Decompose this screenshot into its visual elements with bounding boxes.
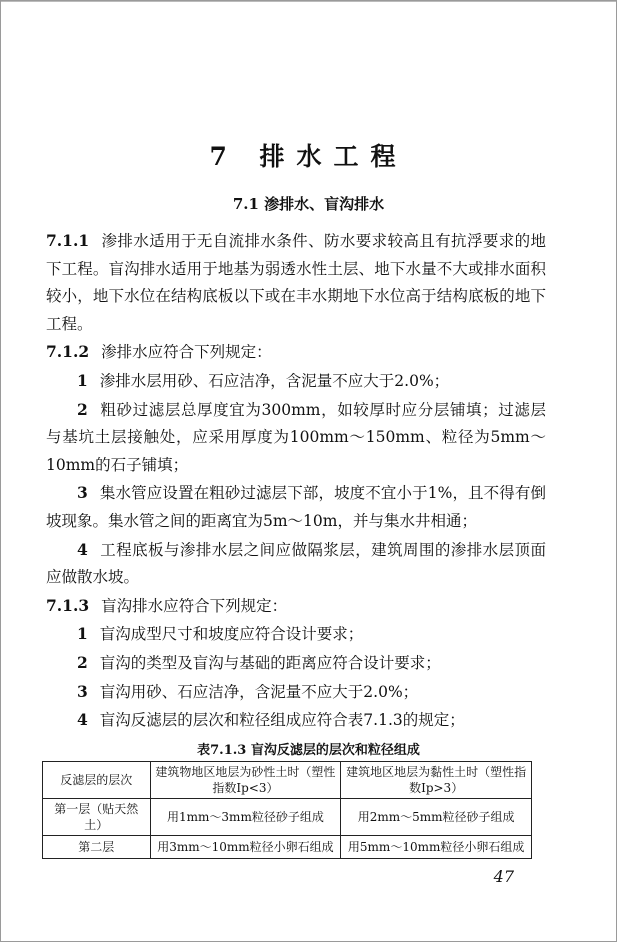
table-cell: 用2mm～5mm粒径砂子组成 — [341, 799, 532, 836]
clause-number: 7.1.1 — [46, 231, 90, 250]
item-text: 盲沟用砂、石应洁净，含泥量不应大于2.0%； — [99, 682, 419, 701]
item-text: 粗砂过滤层总厚度宜为300mm，如较厚时应分层铺填；过滤层与基坑土层接触处，应采用厚度为100mm～150mm、粒径为5mm～10mm的石子铺填； — [46, 400, 546, 474]
table-cell: 第二层 — [43, 836, 151, 859]
item-7-1-2-2 — [46, 396, 546, 480]
table-header-cell: 反滤层的层次 — [43, 762, 151, 799]
item-number: 2 — [77, 399, 88, 419]
table-header-row — [43, 762, 532, 799]
table-cell: 用1mm～3mm粒径砂子组成 — [150, 799, 341, 836]
item-7-1-3-2 — [46, 649, 546, 678]
item-text: 工程底板与渗排水层之间应做隔浆层，建筑周围的渗排水层顶面应做散水坡。 — [46, 540, 546, 587]
table-cell: 用3mm～10mm粒径小卵石组成 — [150, 836, 341, 859]
item-number: 1 — [77, 370, 88, 390]
table-header-cell: 建筑地区地层为黏性土时（塑性指数Ip>3） — [341, 762, 532, 799]
section-title: 7.1 渗排水、盲沟排水 — [232, 195, 385, 213]
item-text: 盲沟反滤层的层次和粒径组成应符合表7.1.3的规定； — [99, 711, 465, 730]
table-row — [43, 799, 532, 836]
item-number: 1 — [77, 624, 88, 644]
page-number: 47 — [493, 867, 514, 886]
item-text: 盲沟成型尺寸和坡度应符合设计要求； — [99, 625, 364, 644]
clause-7-1-2 — [46, 338, 546, 367]
table-caption: 表7.1.3 盲沟反滤层的层次和粒径组成 — [197, 743, 420, 758]
item-7-1-2-3 — [46, 479, 546, 535]
item-number: 4 — [77, 539, 88, 559]
item-7-1-2-1 — [46, 367, 546, 396]
item-number: 3 — [77, 483, 88, 503]
item-text: 盲沟的类型及盲沟与基础的距离应符合设计要求； — [99, 653, 441, 672]
chapter-title: 7 排水工程 — [209, 142, 408, 171]
filter-layer-table — [42, 761, 532, 859]
clause-number: 7.1.3 — [46, 595, 90, 615]
clause-text: 渗排水适用于无自流排水条件、防水要求较高且有抗浮要求的地下工程。盲沟排水适用于地基为弱透水性土层、地下水量不大或排水面积较小，地下水位在结构底板以下或在丰水期地下水位高于结构底板的地下工程。 — [46, 232, 546, 333]
item-7-1-3-1 — [46, 620, 546, 649]
clause-number: 7.1.2 — [46, 342, 90, 362]
clause-text: 盲沟排水应符合下列规定： — [101, 596, 288, 615]
item-number: 3 — [77, 681, 88, 701]
item-number: 4 — [77, 710, 88, 730]
item-7-1-3-4 — [46, 706, 546, 735]
item-number: 2 — [77, 652, 88, 672]
table-cell: 用5mm～10mm粒径小卵石组成 — [341, 836, 532, 859]
table-header-cell: 建筑物地区地层为砂性土时（塑性指数Ip<3） — [150, 762, 341, 799]
item-7-1-2-4 — [46, 536, 546, 592]
clause-7-1-1 — [46, 227, 546, 338]
clause-text: 渗排水应符合下列规定： — [101, 343, 272, 362]
clause-7-1-3 — [46, 592, 546, 621]
item-7-1-3-3 — [46, 678, 546, 707]
table-row — [43, 836, 532, 859]
body-text — [46, 227, 546, 735]
item-text: 集水管应设置在粗砂过滤层下部，坡度不宜小于1%，且不得有倒坡现象。集水管之间的距离宜为5m～10m，并与集水井相通； — [46, 484, 546, 530]
item-text: 渗排水层用砂、石应洁净，含泥量不应大于2.0%； — [99, 371, 450, 390]
table-cell: 第一层（贴天然土） — [43, 799, 151, 836]
page-top-edge — [1, 1, 616, 2]
